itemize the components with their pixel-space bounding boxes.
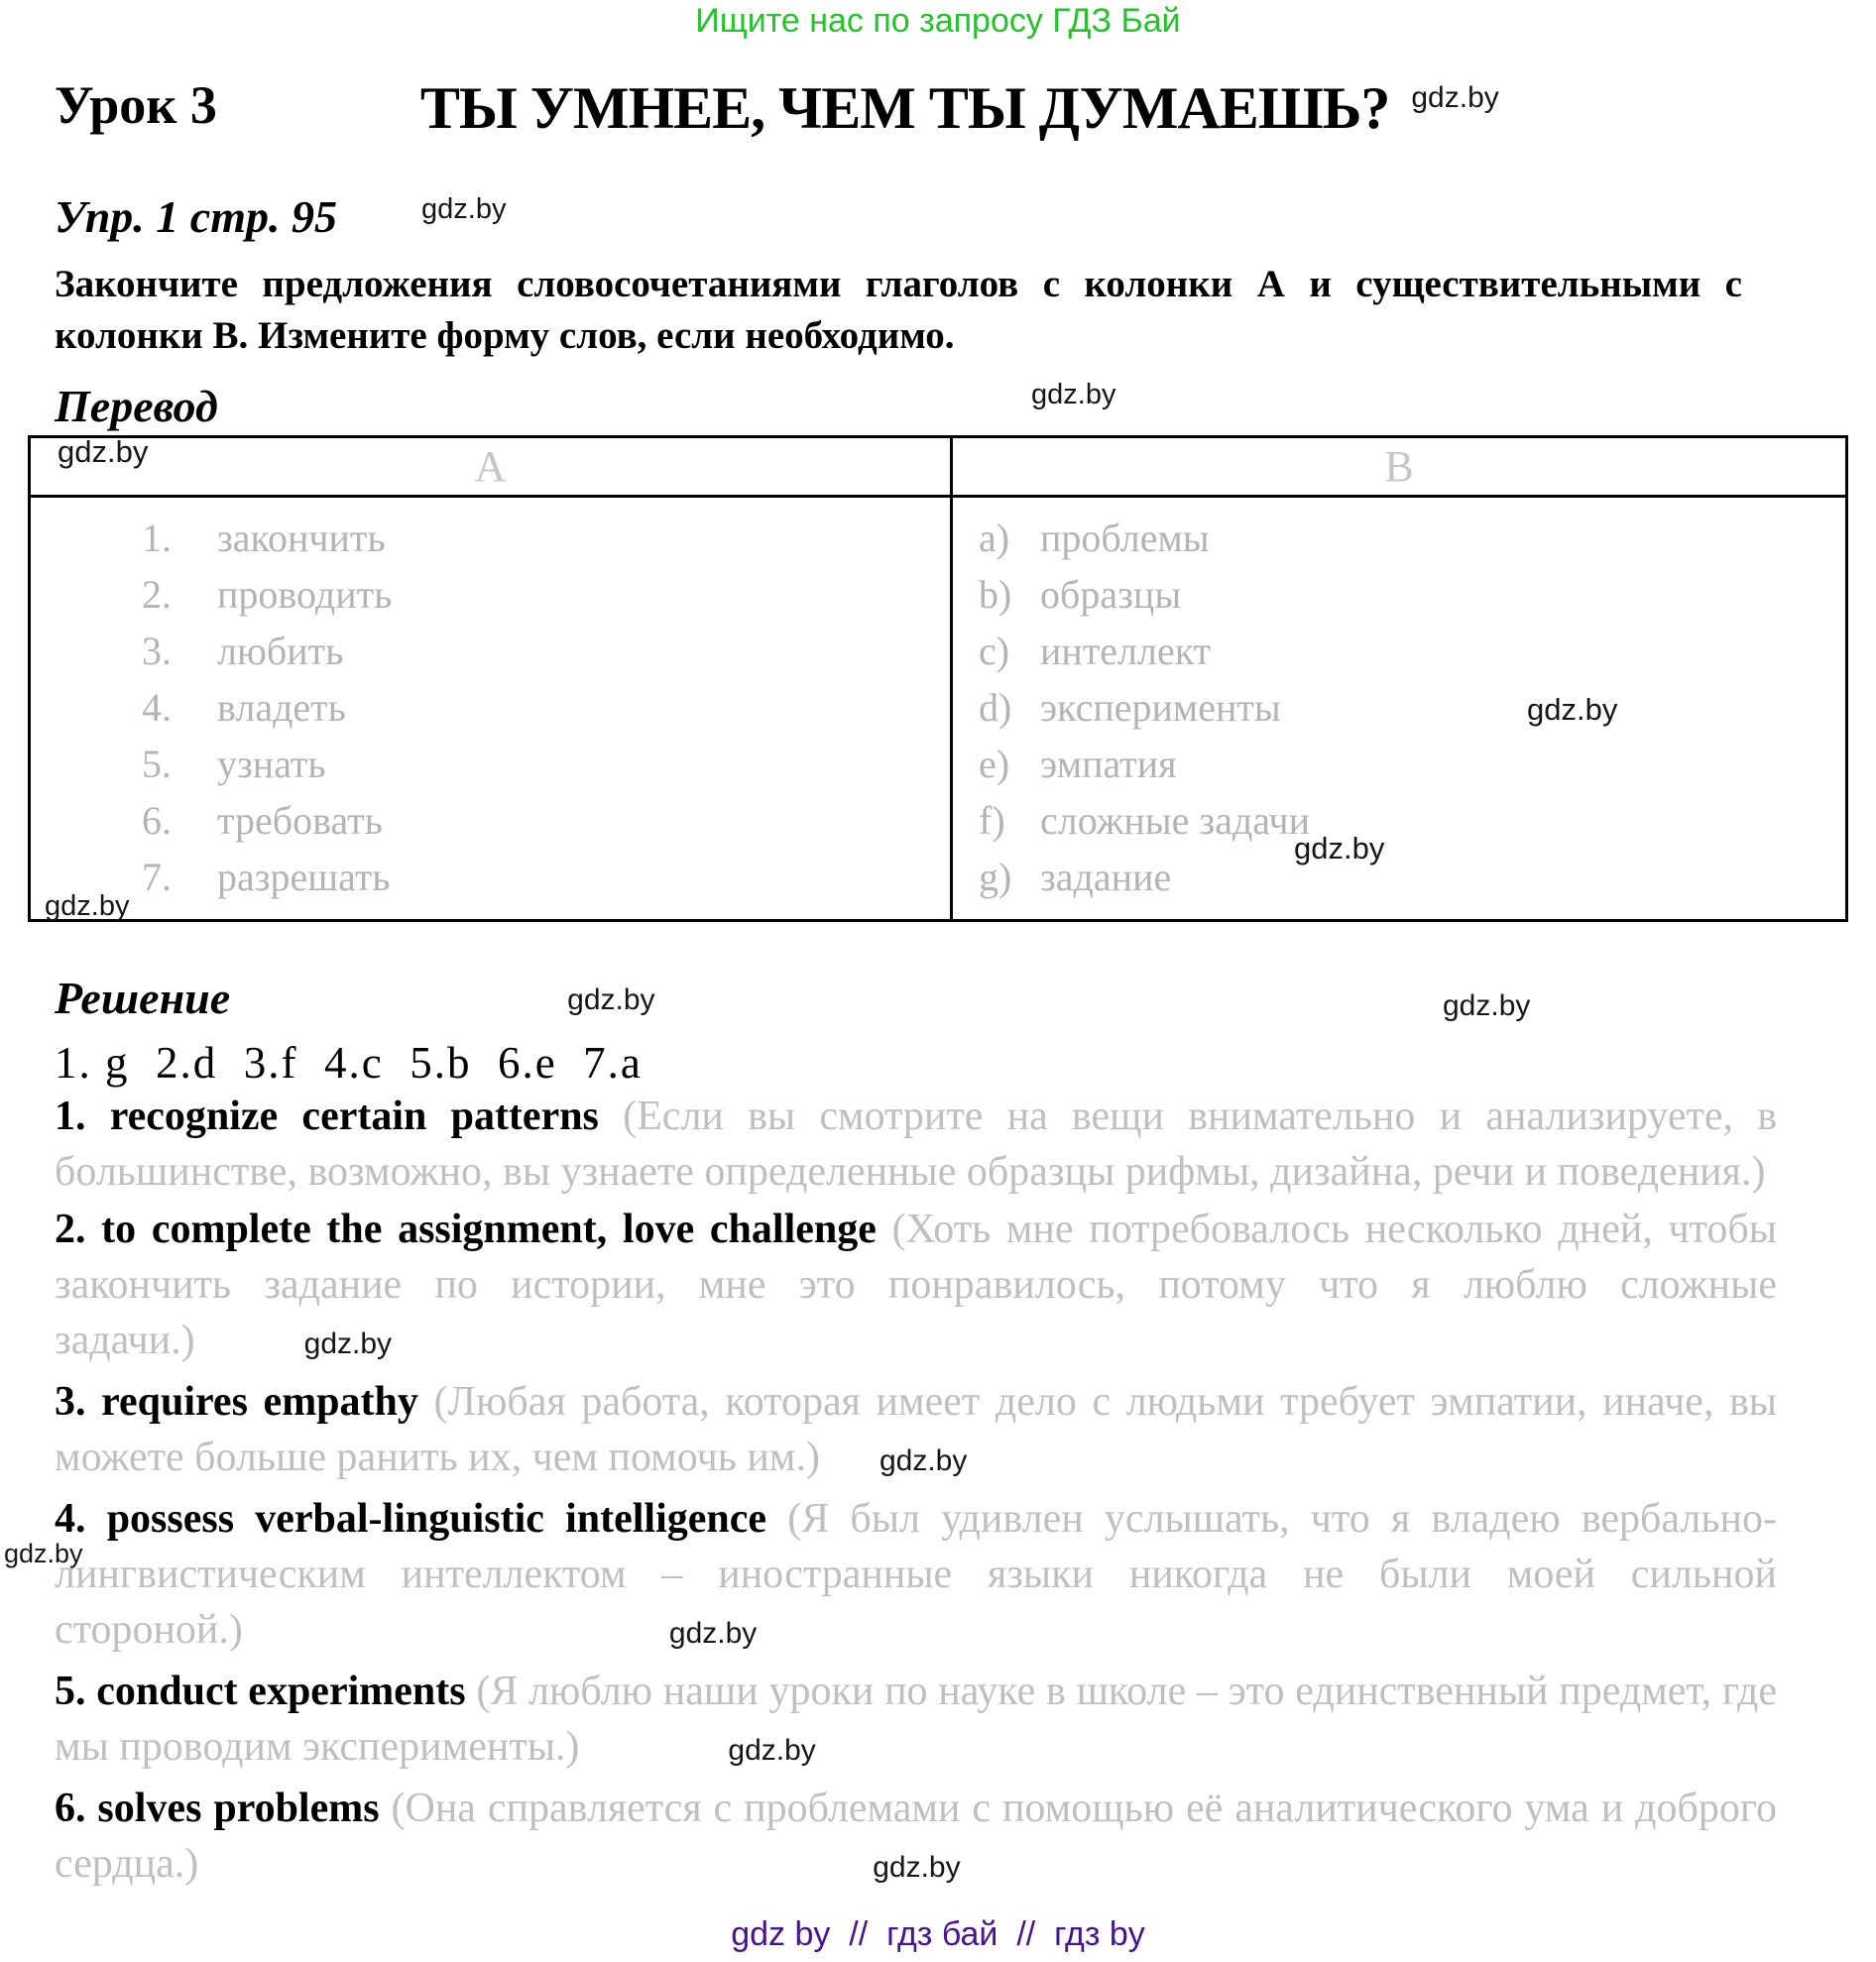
solution-label: [55, 972, 1876, 1027]
item-word: интеллект: [1040, 629, 1212, 673]
promo-banner: Ищите нас по запросу ГДЗ Бай: [695, 2, 1181, 40]
gdzby-watermark: gdz.by: [1031, 379, 1116, 410]
english-phrase: 1. recognize certain patterns: [55, 1094, 599, 1139]
item-letter: e): [979, 742, 1010, 786]
gdzby-watermark: gdz.by: [58, 434, 149, 469]
gdzby-watermark: gdz.by: [873, 1851, 961, 1884]
item-word: задание: [1040, 855, 1172, 899]
item-word: сложные задачи: [1040, 798, 1310, 843]
list-item: [953, 623, 1845, 679]
item-word: эмпатия: [1040, 742, 1177, 786]
list-item: [31, 736, 950, 792]
solution-item-6: [55, 1781, 1777, 1896]
item-word: закончить: [217, 516, 386, 560]
column-b-header: В: [952, 437, 1847, 497]
solution-item-2: [55, 1202, 1777, 1372]
gdzby-watermark: gdz.by: [421, 193, 507, 225]
english-phrase: 4. possess verbal-linguistic intelligence: [55, 1496, 767, 1542]
russian-translation: (Если вы смотрите на вещи внимательно и анализируете, в большинстве, возможно, вы узнаете определенные образцы рифмы, дизайна, речи и поведения.): [55, 1094, 1778, 1195]
item-word: эксперименты: [1040, 685, 1281, 730]
list-item: [953, 792, 1845, 849]
gdzby-watermark: gdz.by: [1527, 692, 1618, 727]
list-item: [31, 849, 950, 905]
russian-translation: (Я люблю наши уроки по науке в школе – это единственный предмет, где мы проводим эксперименты.): [55, 1669, 1777, 1770]
item-letter: c): [979, 629, 1010, 673]
gdzby-watermark: gdz.by: [1411, 81, 1499, 114]
page-title-text: ТЫ УМНЕЕ, ЧЕМ ТЫ ДУМАЕШЬ?: [419, 75, 1390, 141]
item-number: 1.: [142, 516, 172, 560]
page-title: [420, 74, 1499, 143]
item-word: требовать: [217, 798, 383, 843]
item-word: разрешать: [217, 855, 391, 899]
solution-item-3: [55, 1374, 1777, 1489]
exercise-heading-text: Упр. 1 стр. 95: [55, 191, 338, 242]
solution-item-1: [55, 1089, 1777, 1200]
column-a-cell: [30, 497, 952, 921]
english-phrase: 2. to complete the assignment, love challenge: [55, 1207, 877, 1252]
list-item: [31, 623, 950, 679]
item-number: 3.: [142, 629, 172, 673]
english-phrase: 6. solves problems: [55, 1786, 380, 1831]
gdzby-watermark: gdz.by: [45, 890, 130, 922]
item-number: 2.: [142, 572, 172, 617]
list-item: [953, 679, 1845, 736]
lesson-number: Урок 3: [55, 75, 217, 135]
item-number: 4.: [142, 685, 172, 730]
list-item: [31, 679, 950, 736]
noun-list: [953, 498, 1845, 919]
answers-line: 1. g 2.d 3.f 4.c 5.b 6.e 7.a: [55, 1038, 643, 1088]
footer-line: gdz by // гдз бай // гдз by: [731, 1915, 1145, 1953]
russian-translation: (Я был удивлен услышать, что я владею вербально-лингвистическим интеллектом – иностранные языки никогда не были моей сильной стороной.): [55, 1496, 1778, 1653]
item-number: 7.: [142, 855, 172, 899]
item-number: 6.: [142, 798, 172, 843]
item-word: проводить: [217, 572, 393, 617]
column-b-cell: [952, 497, 1847, 921]
exercise-heading: [55, 190, 1876, 243]
item-letter: a): [979, 516, 1010, 560]
russian-translation: (Хоть мне потребовалось несколько дней, чтобы закончить задание по истории, мне это понравилось, потому что я люблю сложные задачи.): [55, 1207, 1777, 1363]
item-letter: d): [979, 685, 1012, 730]
gdzby-watermark: gdz.by: [4, 1539, 83, 1568]
item-word: любить: [217, 629, 344, 673]
russian-translation: (Она справляется с проблемами с помощью её аналитического ума и доброго сердца.): [55, 1786, 1778, 1887]
gdzby-watermark: gdz.by: [668, 1617, 758, 1650]
gdzby-watermark: gdz.by: [879, 1444, 968, 1477]
task-text: Закончите предложения словосочетаниями глаголов с колонки А и существительными с колонки В. Измените форму слов, если необходимо.: [55, 263, 1742, 357]
item-word: узнать: [217, 742, 326, 786]
list-item: [953, 849, 1845, 905]
gdzby-watermark: gdz.by: [728, 1734, 816, 1767]
item-letter: b): [979, 572, 1012, 617]
gdzby-watermark: gdz.by: [1443, 989, 1531, 1022]
gdzby-watermark: gdz.by: [303, 1327, 393, 1360]
item-word: владеть: [217, 685, 346, 730]
translation-label: Перевод: [55, 381, 218, 431]
solution-item-4: [55, 1491, 1777, 1662]
item-number: 5.: [142, 742, 172, 786]
item-letter: f): [979, 798, 1005, 843]
table-header-row: [30, 437, 1847, 497]
item-letter: g): [979, 855, 1012, 899]
item-word: образцы: [1040, 572, 1182, 617]
verb-list: [31, 498, 950, 919]
english-phrase: 5. conduct experiments: [55, 1669, 466, 1714]
list-item: [31, 510, 950, 566]
gdzby-watermark: gdz.by: [567, 983, 655, 1016]
russian-translation: (Любая работа, которая имеет дело с людьми требует эмпатии, иначе, вы можете больше ранить их, чем помочь им.): [55, 1379, 1778, 1480]
list-item: [953, 510, 1845, 566]
gdzby-watermark: gdz.by: [1294, 831, 1385, 866]
matching-table: [28, 435, 1848, 922]
english-phrase: 3. requires empathy: [55, 1379, 418, 1425]
item-word: проблемы: [1040, 516, 1210, 560]
list-item: [31, 566, 950, 623]
list-item: [31, 792, 950, 849]
list-item: [953, 566, 1845, 623]
list-item: [953, 736, 1845, 792]
solution-label-text: Решение: [55, 973, 231, 1023]
lesson-header: [55, 74, 1876, 143]
solution-item-5: [55, 1664, 1777, 1779]
column-a-header: А: [30, 437, 952, 497]
